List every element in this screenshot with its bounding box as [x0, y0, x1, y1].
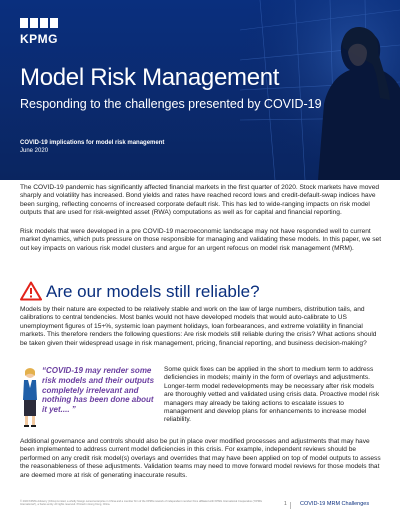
pull-quote: “COVID-19 may render some risk models and their outputs completely irrelevant and nothing has been done about it yet.... ”: [42, 366, 155, 415]
intro-paragraph-1: The COVID-19 pandemic has significantly affected financial markets in the first quarter of 2020. Stock markets have moved sharply and volatility has increased. Bond yields and rates have reached record lows and credit-default-swap indices have been surging, reflecting concerns of increased corporate default risk. This has led to wide-ranging impacts on risk model outputs that are used for risk-weighted asset (RWA) computations as well as for capital and financial reporting.: [20, 184, 380, 217]
footer-page-number: 1: [284, 501, 287, 507]
section-paragraph-3: Additional governance and controls should also be put in place over modified processes and adjustments that may have been implemented to address current model deficiencies in this crisis. For example, independent reviews should be performed on any credit risk model(s) overlays and overrides that may have been applied on top of model outputs to assess the reasonableness of these adjustments. Validation teams may need to move forward model reviews for those models that are deemed more at risk of generating inaccurate results.: [20, 438, 381, 479]
intro-paragraph-2: Risk models that were developed in a pre COVID-19 macroeconomic landscape may not have responded well to current market dynamics, which puts pressure on those responsible for managing and validating these models. In this paper, we set out key impacts on various risk model clusters and argue for an urgent refocus on model risk management (MRM).: [20, 228, 382, 252]
footer-legal: © 2020 KPMG Advisory (China) Limited, a wholly foreign owned enterprise in China and a member firm of the KPMG network of independent member firms affiliated with KPMG International Cooperative (“KPMG International”), a Swiss entity. All rights reserved. Printed in Hong Kong, China.: [20, 500, 263, 507]
report-date: June 2020: [20, 148, 49, 154]
woman-silhouette-image: [310, 8, 400, 180]
businesswoman-avatar-icon: [20, 366, 40, 428]
section-paragraph-2: Some quick fixes can be applied in the short to medium term to address deficiencies in models; mainly in the form of overlays and adjustments. Longer-term model redevelopments may be necessary after risk models are thoroughly vetted and validated using crisis data. Proactive model risk managers may already be taking actions to escalate issues to management and develop plans for enhancements to increase model reliability.: [164, 366, 380, 424]
page-subtitle: Responding to the challenges presented by COVID-19: [20, 97, 322, 111]
warning-triangle-icon: [20, 281, 42, 301]
section-title: Are our models still reliable?: [46, 282, 260, 301]
page-title: Model Risk Management: [20, 64, 280, 91]
footer-label: COVID-19 MRM Challenges: [300, 501, 370, 507]
section-paragraph-1: Models by their nature are expected to be relatively stable and work on the law of large numbers, distribution tails, and calibrations to central tendencies. Most banks would not have developed models that would auto-calibrate to US unemployment figures of 15+%, systemic loan payment holidays, loan forbearances, and extreme volatility in financial markets. This therefore renders the following questions: Are risk models still reliable during the crisis? What actions should be taken given their widespread usage in risk management, pricing, financial reporting, and business decision-making?: [20, 306, 377, 347]
report-label: COVID-19 implications for model risk management: [20, 140, 165, 146]
kpmg-logo-text: KPMG: [20, 32, 58, 46]
footer-divider: [290, 502, 291, 509]
header-banner: [0, 0, 400, 180]
kpmg-logo-icon: [20, 16, 60, 30]
